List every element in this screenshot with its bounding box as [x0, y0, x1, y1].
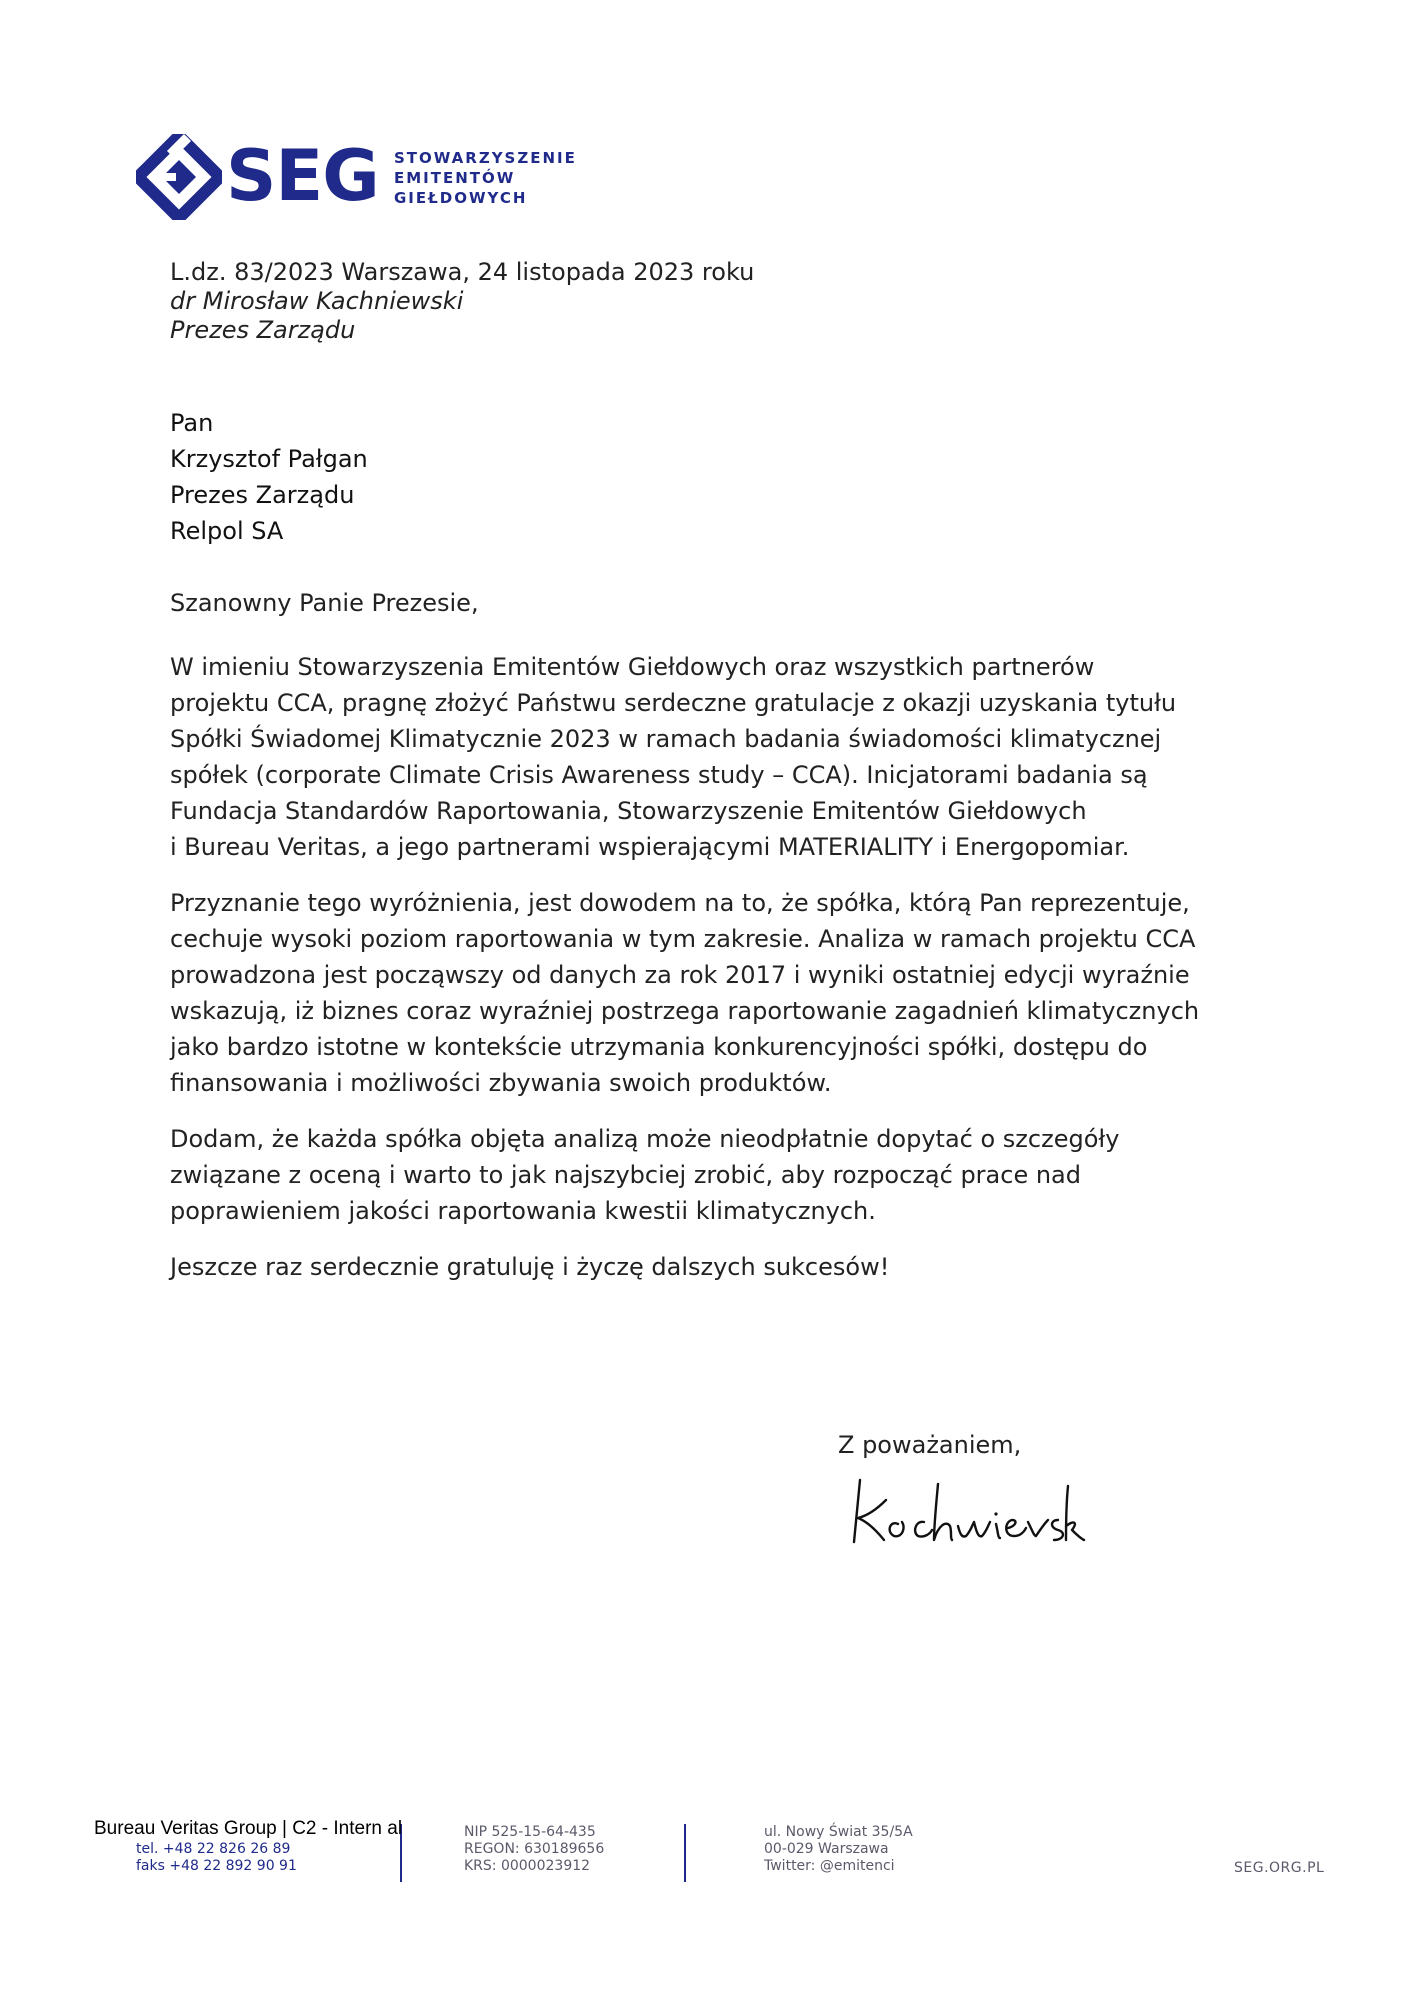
paragraph-line: związane z oceną i warto to jak najszybciej zrobić, aby rozpocząć prace nad [170, 1161, 1081, 1189]
paragraph-line: Przyznanie tego wyróżnienia, jest dowodem na to, że spółka, którą Pan reprezentuje, [170, 889, 1190, 917]
sender-title: Prezes Zarządu [170, 316, 356, 344]
recipient-salutation: Pan [170, 409, 214, 437]
reference-line: L.dz. 83/2023 Warszawa, 24 listopada 2023 roku [170, 258, 755, 286]
paragraph-line: wskazują, iż biznes coraz wyraźniej postrzega raportowanie zagadnień klimatycznych [170, 997, 1200, 1025]
paragraph-line: prowadzona jest począwszy od danych za rok 2017 i wyniki ostatniej edycji wyraźnie [170, 961, 1190, 989]
closing: Z poważaniem, [838, 1431, 1022, 1459]
recipient-company: Relpol SA [170, 517, 284, 545]
paragraph-line: Jeszcze raz serdecznie gratuluję i życzę dalszych sukcesów! [170, 1253, 890, 1281]
paragraph-line: jako bardzo istotne w kontekście utrzymania konkurencyjności spółki, dostępu do [170, 1033, 1148, 1061]
seg-logo-subtitle [394, 148, 577, 208]
letter-body [170, 585, 1310, 1305]
paragraph-line: W imieniu Stowarzyszenia Emitentów Giełdowych oraz wszystkich partnerów [170, 653, 1095, 681]
footer-website[interactable]: SEG.ORG.PL [1234, 1860, 1325, 1876]
recipient-title: Prezes Zarządu [170, 481, 355, 509]
paragraph [170, 1249, 1310, 1285]
paragraph-line: spółek (corporate Climate Crisis Awareness study – CCA). Inicjatorami badania są [170, 761, 1148, 789]
paragraph [170, 649, 1310, 865]
greeting: Szanowny Panie Prezesie, [170, 589, 479, 617]
logo-subtitle-line: EMITENTÓW [394, 169, 516, 187]
letter-header [170, 258, 754, 345]
footer-street: ul. Nowy Świat 35/5A [764, 1824, 913, 1840]
recipient-name: Krzysztof Pałgan [170, 445, 368, 473]
seg-logo-mark-icon [136, 134, 222, 220]
paragraph-line: Spółki Świadomej Klimatycznie 2023 w ramach badania świadomości klimatycznej [170, 725, 1162, 753]
paragraph-line: cechuje wysoki poziom raportowania w tym zakresie. Analiza w ramach projektu CCA [170, 925, 1196, 953]
footer-krs: KRS: 0000023912 [464, 1858, 591, 1874]
paragraph [170, 1121, 1310, 1229]
sender-name: dr Mirosław Kachniewski [170, 287, 464, 315]
paragraph-line: projektu CCA, pragnę złożyć Państwu serdeczne gratulacje z okazji uzyskania tytułu [170, 689, 1177, 717]
paragraph-line: Fundacja Standardów Raportowania, Stowarzyszenie Emitentów Giełdowych [170, 797, 1087, 825]
seg-wordmark: SEG [226, 135, 379, 217]
footer-twitter: Twitter: @emitenci [764, 1858, 895, 1874]
paragraph-line: poprawieniem jakości raportowania kwestii klimatycznych. [170, 1197, 876, 1225]
footer-fax: faks +48 22 892 90 91 [136, 1858, 297, 1874]
logo-subtitle-line: GIEŁDOWYCH [394, 189, 528, 207]
footer-phone: tel. +48 22 826 26 89 [136, 1841, 291, 1857]
footer-registry [464, 1824, 604, 1875]
paragraph-line: Dodam, że każda spółka objęta analizą może nieodpłatnie dopytać o szczegóły [170, 1125, 1120, 1153]
handwritten-signature [846, 1470, 1086, 1550]
recipient-block [170, 405, 368, 549]
footer-regon: REGON: 630189656 [464, 1841, 605, 1857]
seg-logo [136, 134, 596, 220]
paragraph [170, 885, 1310, 1101]
paragraph-line: i Bureau Veritas, a jego partnerami wspierającymi MATERIALITY i Energopomiar. [170, 833, 1130, 861]
footer-address [764, 1824, 913, 1875]
paragraph-line: finansowania i możliwości zbywania swoich produktów. [170, 1069, 832, 1097]
footer-nip: NIP 525-15-64-435 [464, 1824, 596, 1840]
logo-subtitle-line: STOWARZYSZENIE [394, 149, 577, 167]
classification-label: Bureau Veritas Group | C2 - Intern al [94, 1818, 403, 1839]
footer-city: 00-029 Warszawa [764, 1841, 889, 1857]
footer-divider [684, 1824, 686, 1882]
